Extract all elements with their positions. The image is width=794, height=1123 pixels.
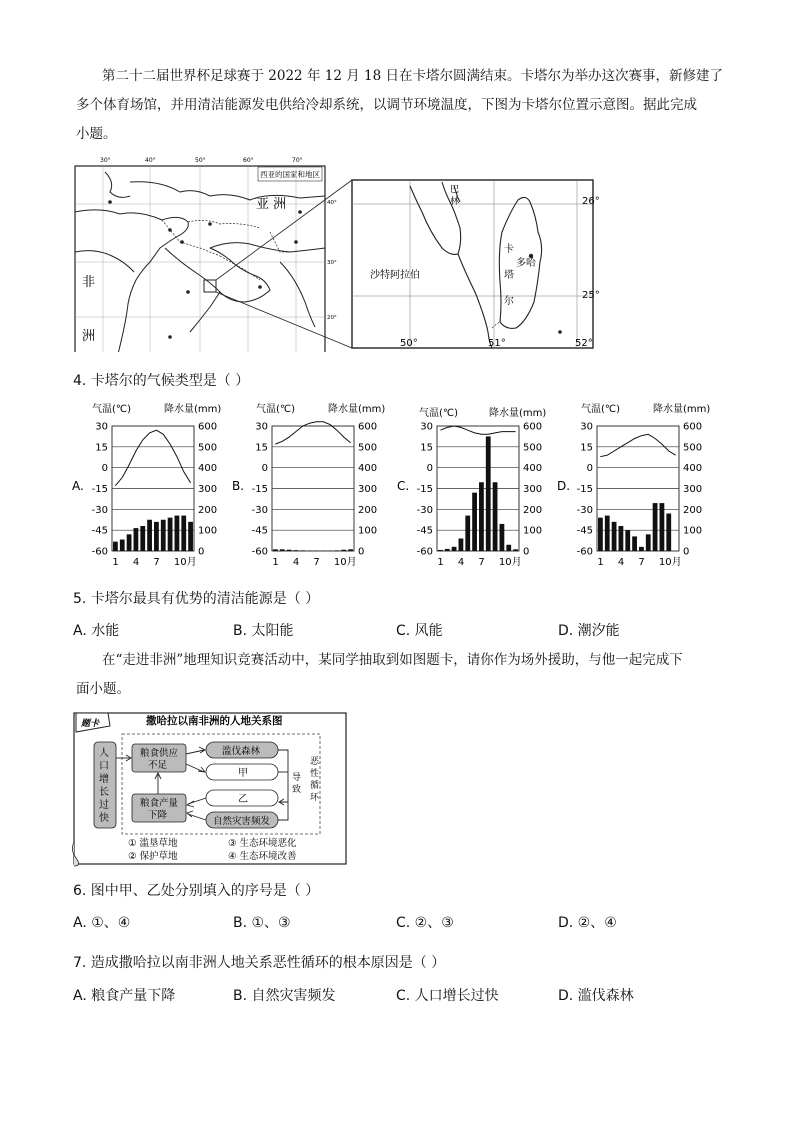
q5-option-c[interactable]: C. 风能 xyxy=(396,623,443,639)
temp-tick-label: -15 xyxy=(251,484,268,495)
temp-tick-label: -30 xyxy=(251,504,268,516)
question-7-stem: 7. 造成撒哈拉以南非洲人地关系恶性循环的根本原因是（ ） xyxy=(73,955,446,971)
temp-tick-label: -45 xyxy=(251,525,268,537)
q5-option-b[interactable]: B. 太阳能 xyxy=(233,623,294,639)
qatar-label-3: 尔 xyxy=(504,296,514,307)
precip-bar xyxy=(605,516,610,551)
month-label: 4 xyxy=(132,557,140,568)
precip-tick-label: 200 xyxy=(523,504,543,516)
chart-bars xyxy=(598,503,671,551)
precip-bar xyxy=(666,514,671,552)
card-option-2: ② 保护草地 xyxy=(128,851,178,862)
precip-bar xyxy=(127,534,132,551)
intro-line-1: 第二十二届世界杯足球赛于 2022 年 12 月 18 日在卡塔尔圆满结束。卡塔尔为举办这次赛事，新修建了 xyxy=(102,68,723,84)
precip-tick-label: 200 xyxy=(683,504,703,516)
month-label: 10月 xyxy=(498,557,522,568)
inset-lat-26: 26° xyxy=(582,196,600,207)
precip-tick-label: 300 xyxy=(523,484,543,495)
precip-bar xyxy=(660,503,665,551)
precip-bar xyxy=(506,545,511,551)
card-tag: 题卡 xyxy=(81,719,100,729)
precip-bar xyxy=(134,528,139,551)
map-lat-label: 20° xyxy=(327,315,337,321)
precip-axis-label: 降水量(mm) xyxy=(489,408,547,419)
precip-bar xyxy=(168,518,173,551)
precip-bar xyxy=(335,550,340,551)
map-legend-title: 西亚的国家和地区 xyxy=(260,170,320,179)
precip-bar xyxy=(341,550,346,551)
q7-option-a[interactable]: A. 粮食产量下降 xyxy=(73,988,176,1004)
q5-option-d[interactable]: D. 潮汐能 xyxy=(558,623,620,639)
bahrain-label-2: 林 xyxy=(450,197,460,207)
precip-bar xyxy=(438,550,443,551)
precip-bar xyxy=(612,522,617,551)
precip-tick-label: 300 xyxy=(358,484,378,495)
card-option-4: ④ 生态环境改善 xyxy=(228,851,297,862)
precip-tick-label: 200 xyxy=(198,504,218,516)
map-lon-label: 70° xyxy=(292,157,303,164)
month-label: 4 xyxy=(617,557,625,568)
intro2-paragraph xyxy=(76,646,736,704)
map-lat-label: 30° xyxy=(327,260,337,266)
chart-bars xyxy=(113,516,193,551)
precip-tick-label: 0 xyxy=(523,546,530,558)
month-label: 4 xyxy=(292,557,300,568)
precip-bar xyxy=(479,482,484,551)
temp-axis-label: 气温(℃) xyxy=(256,404,296,415)
qatar-label-1: 卡 xyxy=(504,244,514,255)
climate-chart-b xyxy=(230,398,395,573)
temp-tick-label: -15 xyxy=(91,484,108,495)
temp-tick-label: 30 xyxy=(580,421,593,433)
intro2-line-2: 面小题。 xyxy=(76,681,130,697)
precip-bar xyxy=(348,549,353,551)
precip-bar xyxy=(273,549,278,551)
precip-tick-label: 500 xyxy=(683,442,703,454)
precip-bar xyxy=(486,436,491,551)
lead-char-1: 导 xyxy=(292,773,302,783)
q7-option-b[interactable]: B. 自然灾害频发 xyxy=(233,988,336,1004)
precip-bar xyxy=(280,549,285,551)
month-label: 1 xyxy=(597,557,604,568)
precip-bar xyxy=(300,550,305,551)
vicious-char: 性 xyxy=(310,769,320,779)
temp-tick-label: 15 xyxy=(420,442,433,454)
precip-bar xyxy=(181,516,186,551)
q7-option-d[interactable]: D. 滥伐森林 xyxy=(558,988,634,1004)
map-africa-label-2: 洲 xyxy=(82,329,96,344)
island-dot xyxy=(558,330,562,334)
precip-bar xyxy=(161,520,166,551)
precip-tick-label: 100 xyxy=(683,525,703,537)
precip-axis-label: 降水量(mm) xyxy=(653,404,711,415)
precip-bar xyxy=(598,518,603,551)
precip-bar xyxy=(294,550,299,551)
precip-bar xyxy=(452,547,457,551)
q7-option-c[interactable]: C. 人口增长过快 xyxy=(396,988,499,1004)
lead-char-2: 致 xyxy=(292,785,302,795)
month-label: 7 xyxy=(313,557,320,568)
month-label: 10月 xyxy=(173,557,197,568)
precip-bar xyxy=(619,526,624,551)
temp-tick-label: 0 xyxy=(426,463,433,475)
month-label: 1 xyxy=(272,557,279,568)
population-char: 过 xyxy=(99,800,109,811)
vicious-char: 环 xyxy=(310,793,320,803)
q6-option-a[interactable]: A. ①、④ xyxy=(73,915,131,931)
month-label: 7 xyxy=(638,557,645,568)
intro-paragraph xyxy=(76,62,736,149)
q6-option-c[interactable]: C. ②、③ xyxy=(396,915,454,931)
precip-tick-label: 0 xyxy=(683,546,690,558)
overcut-label: 滥伐森林 xyxy=(222,746,261,757)
population-char: 口 xyxy=(99,761,109,772)
month-label: 1 xyxy=(112,557,119,568)
precip-tick-label: 300 xyxy=(198,484,218,495)
intro2-line-1: 在“走进非洲”地理知识竞赛活动中，某同学抽取到如图题卡，请你作为场外援助，与他一起完成下 xyxy=(102,652,683,668)
map-lon-label: 60° xyxy=(243,157,254,164)
temp-tick-label: -60 xyxy=(251,546,268,558)
precip-bar xyxy=(639,547,644,551)
precip-tick-label: 500 xyxy=(198,442,218,454)
q6-option-b[interactable]: B. ①、③ xyxy=(233,915,291,931)
temp-tick-label: -60 xyxy=(576,546,593,558)
food-shortage-2: 不足 xyxy=(148,760,168,771)
precip-tick-label: 600 xyxy=(683,421,703,433)
card-option-3: ③ 生态环境恶化 xyxy=(228,838,297,849)
temperature-curve xyxy=(440,426,515,434)
option-d-label: D. xyxy=(557,479,571,493)
population-char: 人 xyxy=(99,748,109,759)
temp-tick-label: 15 xyxy=(95,442,108,454)
precip-tick-label: 400 xyxy=(683,463,703,475)
precip-tick-label: 100 xyxy=(198,525,218,537)
bahrain-label-1: 巴 xyxy=(450,185,460,195)
precip-tick-label: 0 xyxy=(198,546,205,558)
disaster-label: 自然灾害频发 xyxy=(213,816,271,827)
temp-tick-label: -30 xyxy=(576,504,593,516)
precip-bar xyxy=(632,536,637,551)
map-lon-label: 50° xyxy=(195,157,206,164)
chart-grid xyxy=(272,426,354,551)
card-option-1: ① 滥垦草地 xyxy=(128,838,178,849)
population-char: 增 xyxy=(99,774,109,785)
precip-bar xyxy=(500,524,505,551)
precip-bar xyxy=(287,550,292,551)
human-land-relation-card xyxy=(70,710,350,868)
option-c-label: C. xyxy=(397,479,410,493)
precip-tick-label: 500 xyxy=(358,442,378,454)
precip-tick-label: 500 xyxy=(523,442,543,454)
temp-tick-label: 0 xyxy=(101,463,108,475)
temp-tick-label: -30 xyxy=(91,504,108,516)
food-drop-2: 下降 xyxy=(148,810,168,821)
temp-tick-label: 30 xyxy=(420,421,433,433)
q6-option-d[interactable]: D. ②、④ xyxy=(558,915,617,931)
qatar-label-2: 塔 xyxy=(504,270,514,281)
jia-label: 甲 xyxy=(238,768,248,779)
temp-tick-label: 30 xyxy=(255,421,268,433)
precip-tick-label: 600 xyxy=(523,421,543,433)
precip-bar xyxy=(493,482,498,551)
precip-bar xyxy=(113,542,118,551)
chart-ticks xyxy=(577,422,702,569)
doha-label: 多哈 xyxy=(516,258,536,269)
inset-map-frame xyxy=(352,180,593,348)
precip-tick-label: 100 xyxy=(358,525,378,537)
precip-bar xyxy=(120,540,125,551)
inset-lat-25: 25° xyxy=(582,290,600,301)
precip-bar xyxy=(513,549,518,551)
option-a-label: A. xyxy=(72,479,84,493)
precip-tick-label: 400 xyxy=(523,463,543,475)
precip-bar xyxy=(459,539,464,552)
map-africa-label-1: 非 xyxy=(82,275,96,290)
temp-tick-label: -60 xyxy=(416,546,433,558)
map-lon-label: 40° xyxy=(145,157,156,164)
month-label: 7 xyxy=(153,557,160,568)
precip-tick-label: 300 xyxy=(683,484,703,495)
map-lat-label: 40° xyxy=(327,200,337,206)
precip-bar xyxy=(147,520,152,551)
qatar-location-map xyxy=(70,152,630,352)
temp-axis-label: 气温(℃) xyxy=(419,408,459,419)
climate-chart-a xyxy=(70,398,235,573)
precip-bar xyxy=(472,493,477,551)
temp-tick-label: 15 xyxy=(255,442,268,454)
q5-option-a[interactable]: A. 水能 xyxy=(73,623,120,639)
vicious-char: 恶 xyxy=(310,757,320,767)
inset-lon-52: 52° xyxy=(575,338,593,349)
precip-bar xyxy=(465,516,470,551)
precip-bar xyxy=(646,534,651,551)
vicious-char: 循 xyxy=(310,781,320,791)
temp-axis-label: 气温(℃) xyxy=(92,404,132,415)
chart-grid xyxy=(437,426,519,551)
precip-tick-label: 600 xyxy=(358,421,378,433)
precip-bar xyxy=(140,526,145,551)
precip-axis-label: 降水量(mm) xyxy=(164,404,222,415)
temp-tick-label: 30 xyxy=(95,421,108,433)
temp-tick-label: -15 xyxy=(416,484,433,495)
chart-bars xyxy=(438,436,518,551)
population-char: 长 xyxy=(99,787,109,798)
month-label: 1 xyxy=(437,557,444,568)
temp-tick-label: -45 xyxy=(416,525,433,537)
temp-tick-label: -60 xyxy=(91,546,108,558)
temp-tick-label: 0 xyxy=(261,463,268,475)
temperature-curve xyxy=(600,434,675,456)
population-char: 快 xyxy=(99,813,109,824)
climate-chart-c xyxy=(395,398,560,573)
question-4-stem: 4. 卡塔尔的气候类型是（ ） xyxy=(73,373,250,389)
precip-bar xyxy=(154,522,159,551)
month-label: 4 xyxy=(457,557,465,568)
precip-tick-label: 0 xyxy=(358,546,365,558)
temp-tick-label: 0 xyxy=(586,463,593,475)
saudi-label: 沙特阿拉伯 xyxy=(370,270,420,281)
intro-line-2: 多个体育场馆，并用清洁能源发电供给冷却系统，以调节环境温度，下图为卡塔尔位置示意图。据此完成 xyxy=(76,97,697,113)
yi-label: 乙 xyxy=(238,794,248,805)
precip-tick-label: 100 xyxy=(523,525,543,537)
precip-tick-label: 200 xyxy=(358,504,378,516)
month-label: 10月 xyxy=(658,557,682,568)
question-6-stem: 6. 图中甲、乙处分别填入的序号是（ ） xyxy=(73,883,320,899)
temperature-curve xyxy=(275,422,350,444)
chart-ticks xyxy=(252,422,377,569)
temp-tick-label: -30 xyxy=(416,504,433,516)
precip-tick-label: 600 xyxy=(198,421,218,433)
month-label: 10月 xyxy=(333,557,357,568)
precip-tick-label: 400 xyxy=(198,463,218,475)
precip-axis-label: 降水量(mm) xyxy=(328,404,386,415)
precip-bar xyxy=(445,549,450,551)
precip-bar xyxy=(625,530,630,551)
climate-chart-d xyxy=(555,398,720,573)
food-drop-1: 粮食产量 xyxy=(140,798,179,809)
map-lon-label: 30° xyxy=(100,157,111,164)
month-label: 7 xyxy=(478,557,485,568)
question-5-stem: 5. 卡塔尔最具有优势的清洁能源是（ ） xyxy=(73,591,320,607)
temp-tick-label: -45 xyxy=(576,525,593,537)
precip-bar xyxy=(188,522,193,551)
temp-axis-label: 气温(℃) xyxy=(581,404,621,415)
temp-tick-label: -15 xyxy=(576,484,593,495)
temp-tick-label: 15 xyxy=(580,442,593,454)
inset-lon-51: 51° xyxy=(488,338,506,349)
card-title: 撒哈拉以南非洲的人地关系图 xyxy=(146,715,283,727)
temperature-curve xyxy=(115,430,190,486)
temp-tick-label: -45 xyxy=(91,525,108,537)
precip-bar xyxy=(653,503,658,551)
map-asia-label: 亚 洲 xyxy=(256,197,287,212)
precip-bar xyxy=(175,516,180,551)
option-b-label: B. xyxy=(232,479,245,493)
food-shortage-1: 粮食供应 xyxy=(140,748,179,759)
inset-lon-50: 50° xyxy=(400,338,418,349)
intro-line-3: 小题。 xyxy=(76,126,117,142)
precip-tick-label: 400 xyxy=(358,463,378,475)
